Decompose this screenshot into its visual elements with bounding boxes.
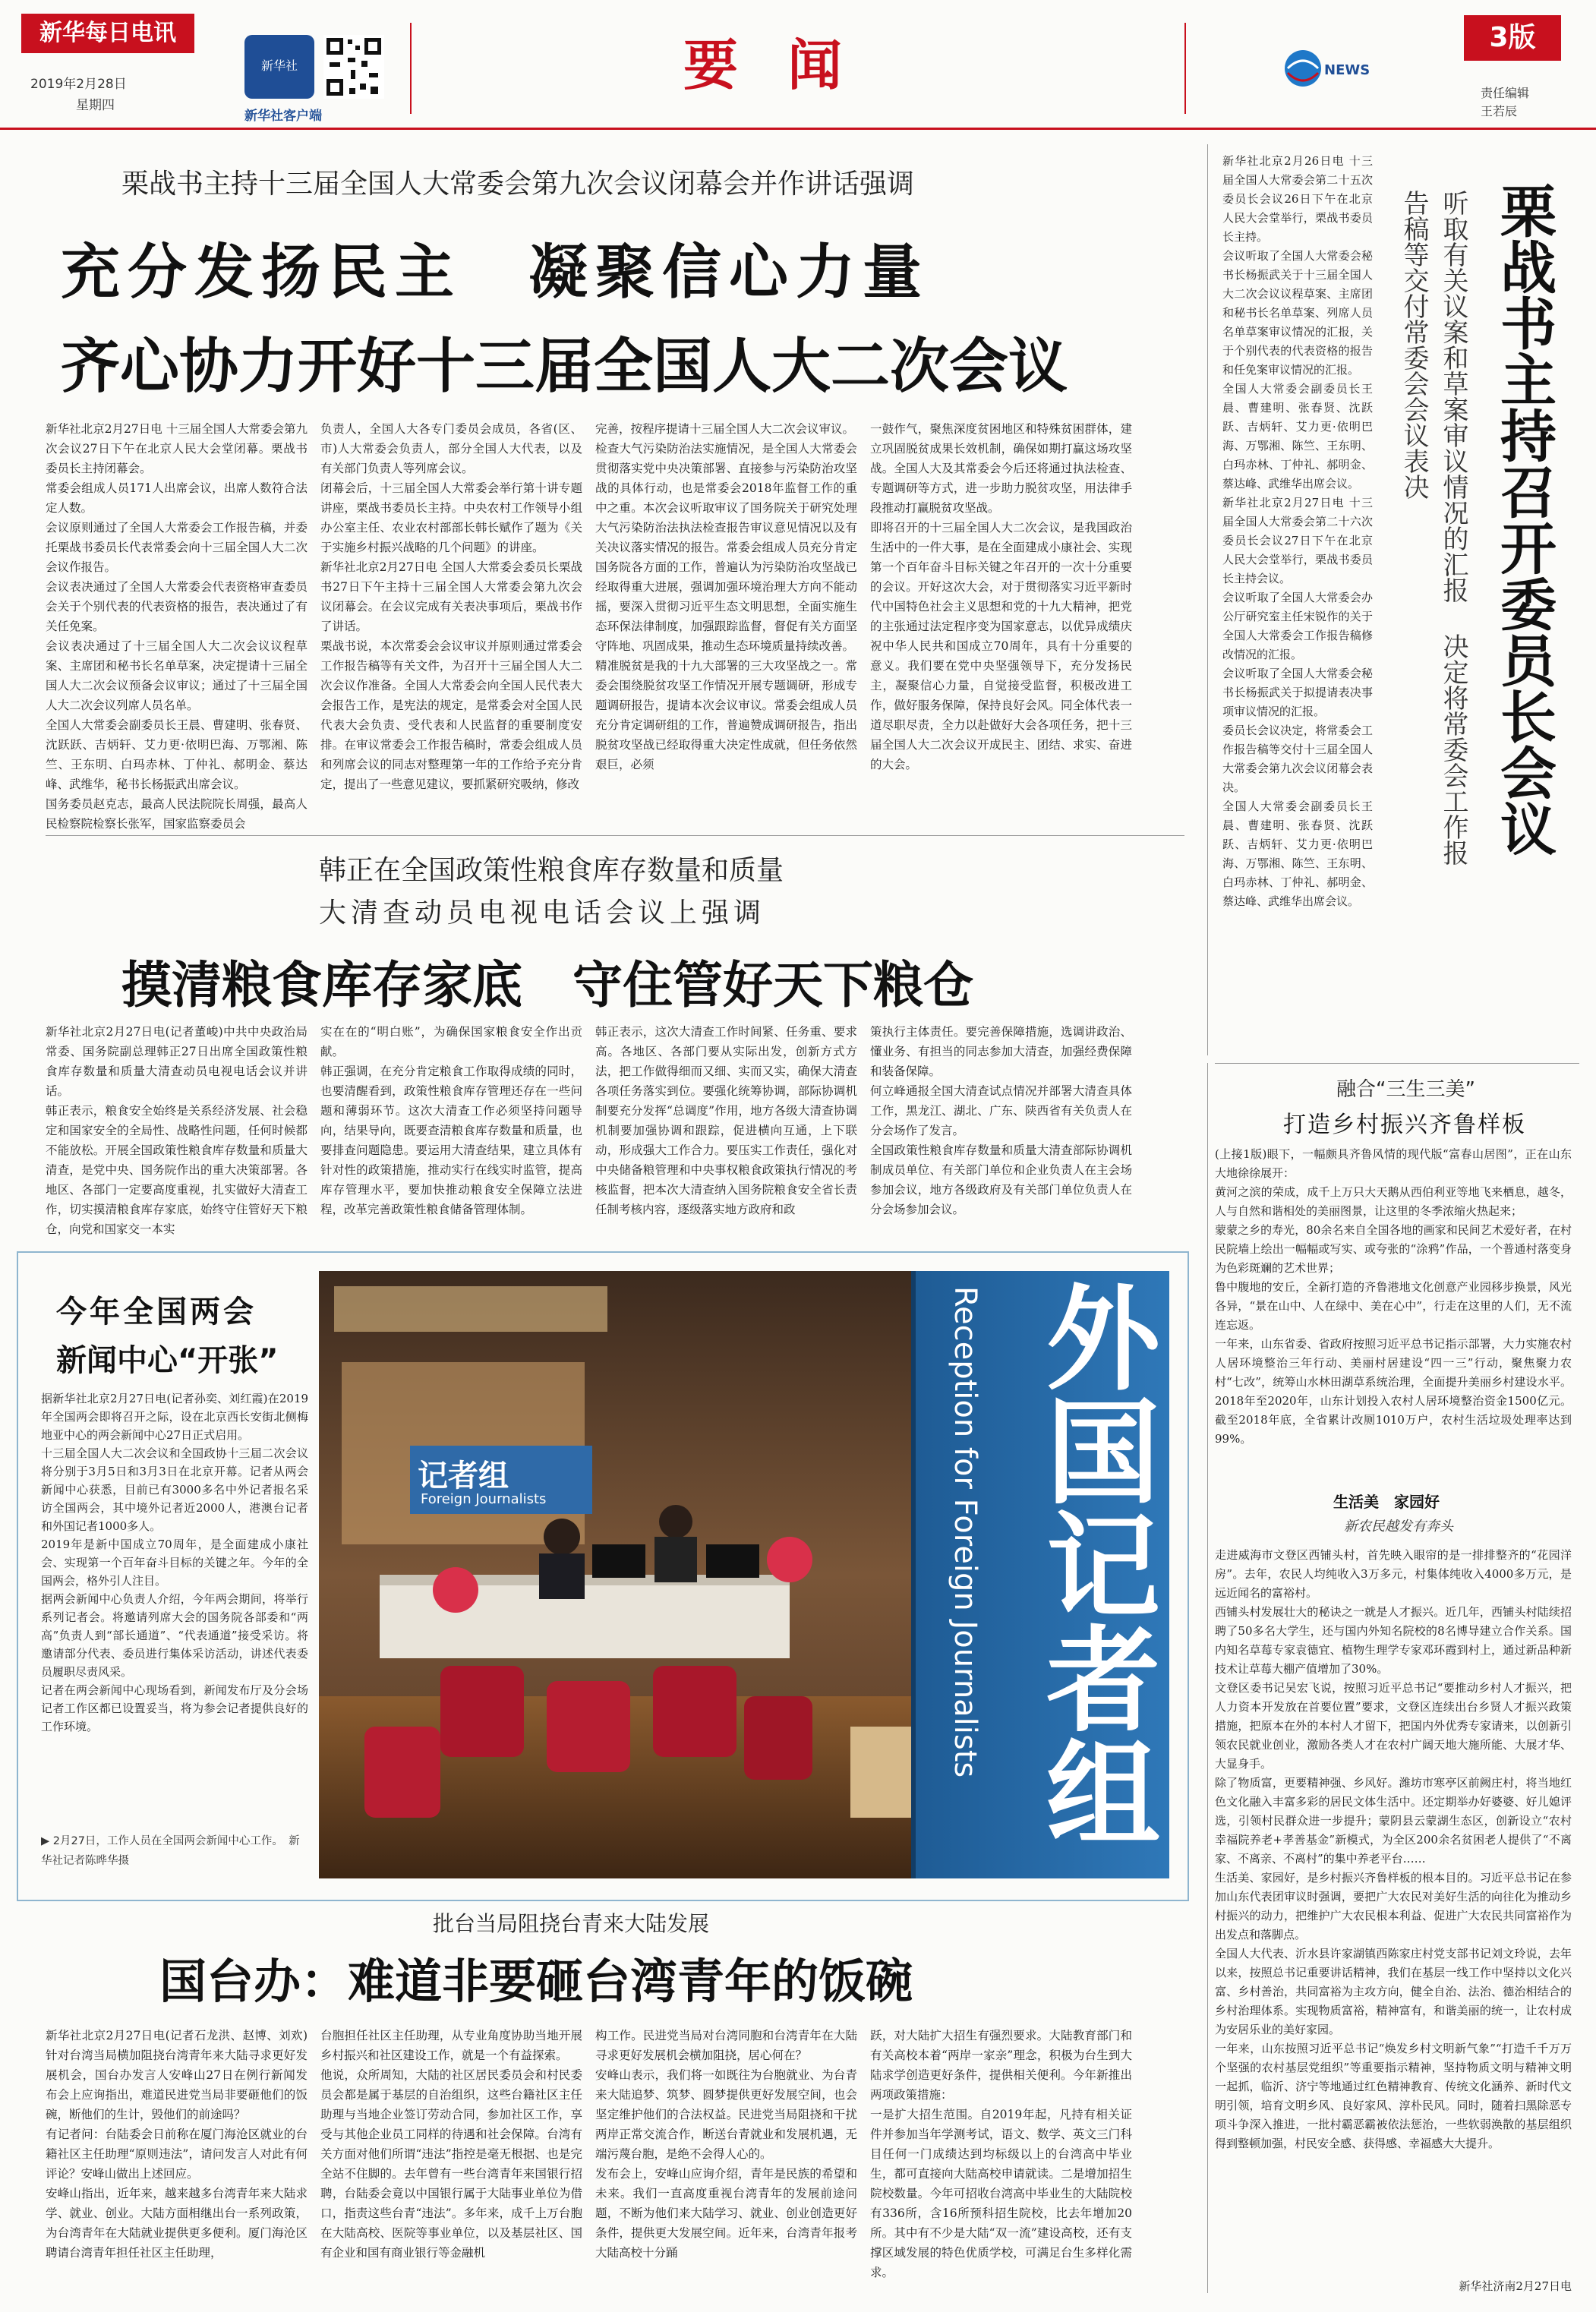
lead-headline-2: 齐心协力开好十三届全国人大二次会议: [61, 333, 1068, 401]
grain-body-col-1: 新华社北京2月27日电(记者董峻)中共中央政治局常委、国务院副总理韩正27日出席全国政策性粮食库存数量和质量大清查动员电视电话会议并讲话。 韩正表示，粮食安全始终是关系经济发展、社会稳定和国家安全的全局性、战略性问题，任何时候都不能放松。开展全国政策性粮食库存数量和质量大清查，是党中央、国务院作出的重大决策部署。各地区、各部门一定要高度重视，扎实做好大清查工作，切实摸清粮食库存家底，始终守住管好天下粮仓，向党和国家交一本实: [46, 1025, 308, 1236]
rural-subhead: 生活美 家园好: [1333, 1493, 1440, 1511]
right-story-subheadline: 听取有关议案和草案审议情况的汇报 决定将常委会工作报告稿等交付常委会会议表决: [1399, 190, 1468, 866]
lead-body-col-4: 一鼓作气，聚焦深度贫困地区和特殊贫困群体，建立巩固脱贫成果长效机制，确保如期打赢这场攻坚战。全国人大及其常委会今后还将通过执法检查、专题调研等方式，进一步助力脱贫攻坚，用法律手段推动打赢脱贫攻坚战。 即将召开的十三届全国人大二次会议，是我国政治生活中的一件大事，是在全面建成小康社会、实现第一个百年奋斗目标关键之年召开的一次十分重要的会议。开好这次大会，对于贯彻落实习近平新时代中国特色社会主义思想和党的十九大精神，把党的主张通过法定程序变为国家意志，以优异成绩庆祝中华人民共和国成立70周年，具有十分重要的意义。我们要在党中央坚强领导下，充分发扬民主，凝聚信心力量，自觉接受监督，积极改进工作，做好服务保障，保持良好会风。同全体代表一道尽职尽责，全力以赴做好大会各项任务，把十三届全国人大二次会议开成民主、团结、求实、奋进的大会。: [870, 422, 1132, 771]
divider-lead-grain: [46, 835, 1184, 836]
divider-rural-left: [1207, 1063, 1208, 2293]
lead-body-col-3: 完善，按程序提请十三届全国人大二次会议审议。 检查大气污染防治法实施情况，是全国人大常委会贯彻落实党中央决策部署、直接参与污染防治攻坚战的具体行动，也是常委会2018年监督工作的重中之重。本次会议听取审议了国务院关于研究处理大气污染防治法执法检查报告审议意见情况以及有关决议落实情况的报告。常委会组成人员充分肯定国务院各方面的工作，普遍认为污染防治攻坚战已经取得重大进展，强调加强环境治理大方向不能动摇，要深入贯彻习近平生态文明思想，全面实施生态环保法律制度，加强跟踪监督，督促有关方面坚守阵地、巩固成果，推动生态环境质量持续改善。 精准脱贫是我的十九大部署的三大攻坚战之一。常委会围绕脱贫攻坚工作情况开展专题调研，形成专题调研报告，提请本次会议审议。常委会组成人员充分肯定调研组的工作，普遍赞成调研报告，指出脱贫攻坚战已经取得重大决定性成就，但任务依然艰巨，必须: [595, 422, 857, 771]
client-label: 新华社客户端: [244, 109, 322, 124]
taiwan-body-col-1: 新华社北京2月27日电(记者石龙洪、赵博、刘欢)针对台湾当局横加阻挠台湾青年来大陆寻求更好发展机会，国台办发言人安峰山27日在例行新闻发布会上应询指出，难道民进党当局非要砸他们的饭碗，断他们的生计，毁他们的前途吗？ 有记者问：台陆委会日前称在厦门海沧区就业的台籍社区主任助理“原则违法”，请问发言人对此有何评论？安峰山做出上述回应。 安峰山指出，近年来，越来越多台湾青年来大陆求学、就业、创业。大陆方面相继出台一系列政策，为台湾青年在大陆就业提供更多便利。厦门海沧区聘请台湾青年担任社区主任助理，: [46, 2029, 308, 2260]
rural-kicker: 融合“三生三美”: [1336, 1078, 1475, 1101]
press-caption: ▶ 2月27日，工作人员在全国两会新闻中心工作。 新华社记者陈晔华摄: [41, 1835, 300, 1867]
grain-headline: 摸清粮食库存家底 守住管好天下粮仓: [121, 956, 973, 1014]
taiwan-body-col-4: 跃，对大陆扩大招生有强烈要求。大陆教育部门和有关高校本着“两岸一家亲”理念，积极为台生到大陆求学创造更好条件，提供相关便利。今年新推出两项政策措施： 一是扩大招生范围。自2019年起，凡持有相关证件并参加当年学测考试，语文、数学、英文三门科目任何一门成绩达到均标级以上的台湾高中毕业生，都可直接向大陆高校申请就读。二是增加招生院校数量。今年可招收台湾高中毕业生的大陆院校有336所，含16所预科招生院校，比去年增加20所。其中有不少是大陆“双一流”建设高校，还有支撑区域发展的特色优质学校，可满足台生多样化需求。: [870, 2029, 1132, 2279]
news-logo-text: NEWS: [1324, 62, 1370, 78]
photo-sign-small-cn: 记者组: [418, 1459, 509, 1493]
taiwan-kicker: 批台当局阻挠台青来大陆发展: [433, 1911, 710, 1936]
lead-body-col-2: 负责人，全国人大各专门委员会成员，各省(区、市)人大常委会负责人，部分全国人大代表，以及有关部门负责人等列席会议。 闭幕会后，十三届全国人大常委会举行第十讲专题讲座，栗战书委员长主持。中央农村工作领导小组办公室主任、农业农村部部长韩长赋作了题为《关于实施乡村振兴战略的几个问题》的讲座。 新华社北京2月27日电 全国人大常委会委员长栗战书27日下午主持十三届全国人大常委会第九次会议闭幕会。在会议完成有关表决事项后，栗战书作了讲话。 栗战书说，本次常委会会议审议并原则通过常委会工作报告稿等有关文件，为召开十三届全国人大二次会议作准备。全国人大常委会向全国人民代表大会报告工作，是宪法的规定，是常委会对全国人民代表大会负责、受代表和人民监督的重要制度安排。在审议常委会工作报告稿时，常委会组成人员和列席会议的同志对整理第一年的工作给予充分肯定，提出了一些意见建议，要抓紧研究吸纳，修改: [320, 422, 582, 791]
grain-body-col-2: 实在在的“明白账”，为确保国家粮食安全作出贡献。 韩正强调，在充分肯定粮食工作取得成绩的同时，也要清醒看到，政策性粮食库存管理还存在一些问题和薄弱环节。这次大清查工作必须坚持问题导向，结果导向，既要查清粮食库存数量和质量，也要排查问题隐患。要运用大清查结果，建立具体有针对性的政策措施，推动实行在线实时监管，提高库存管理水平，要加快推动粮食安全保障立法进程，改革完善政策性粮食储备管理体制。: [320, 1025, 582, 1216]
editor-name: 王若辰: [1481, 104, 1518, 118]
grain-body-col-3: 韩正表示，这次大清查工作时间紧、任务重、要求高。各地区、各部门要从实际出发，创新方式方法，把工作做得细而又细、实而又实，确保大清查各项任务落实到位。要强化统筹协调，部际协调机制要充分发挥“总调度”作用，地方各级大清查协调机制要加强协调和跟踪，促进横向互通，上下联动，形成强大工作合力。要压实工作责任，强化对中央储备粮管理和中央事权粮食政策执行情况的考核监督，把本次大清查纳入国务院粮食安全省长责任制考核内容，逐级落实地方政府和政: [595, 1025, 857, 1216]
masthead-divider-left: [410, 23, 412, 114]
photo-sign-small-en: Foreign Journalists: [421, 1491, 547, 1507]
press-photo: [319, 1271, 1169, 1878]
lead-kicker: 栗战书主持十三届全国人大常委会第九次会议闭幕会并作讲话强调: [121, 169, 915, 200]
press-body: 据新华社北京2月27日电(记者孙奕、刘红霞)在2019年全国两会即将召开之际，设在北京西长安街北侧梅地亚中心的两会新闻中心27日正式启用。 十三届全国人大二次会议和全国政协十三届二次会议将分别于3月5日和3月3日在北京开幕。记者从两会新闻中心获悉，目前已有3000多名中外记者报名采访全国两会，其中境外记者近2000人，港澳台记者和外国记者1000多人。 2019年是新中国成立70周年，是全面建成小康社会、实现第一个百年奋斗目标的关键之年。今年的全国两会，格外引人注目。 据两会新闻中心负责人介绍，今年两会期间，将举行系列记者会。将邀请列席大会的国务院各部委和“两高”负责人到“部长通道”、“代表通道”接受采访。将邀请部分代表、委员进行集体采访活动，讲述代表委员履职尽责风采。 记者在两会新闻中心现场看到，新闻发布厅及分会场记者工作区都已设置妥当，将为参会记者提供良好的工作环境。: [41, 1392, 308, 1733]
press-headline-2: 新闻中心“开张”: [56, 1343, 279, 1378]
rural-headline: 打造乡村振兴齐鲁样板: [1283, 1112, 1526, 1138]
taiwan-body-col-3: 构工作。民进党当局对台湾同胞和台湾青年在大陆寻求更好发展机会横加阻挠，居心何在？ 安峰山表示，我们将一如既往为台胞就业、为台青来大陆追梦、筑梦、圆梦提供更好发展空间，也会坚定维护他们的合法权益。民进党当局阻挠和干扰两岸正常交流合作，断送台青就业和发展机遇，无端污蔑台胞，是绝不会得人心的。 发布会上，安峰山应询介绍，青年是民族的希望和未来。我们一直高度重视台湾青年的发展前途问题，不断为他们来大陆学习、就业、创业创造更好条件，提供更大发展空间。近年来，台湾青年报考大陆高校十分踊: [595, 2029, 857, 2260]
paper-name: 新华每日电讯: [39, 20, 176, 46]
masthead-rule: [0, 128, 1596, 130]
taiwan-body-col-2: 台胞担任社区主任助理，从专业角度协助当地开展乡村振兴和社区建设工作，就是一个有益探索。 他说，众所周知，大陆的社区居民委员会和村民委员会都是属于基层的自治组织，这些台籍社区主任助理与当地企业签订劳动合同，参加社区工作，享受与其他企业员工同样的待遇和社会保障。台湾有关方面对他们所谓“违法”指控是毫无根据、也是完全站不住脚的。去年曾有一些台湾青年来国银行招聘，台陆委会竟以中国银行属于大陆事业单位为借口，指责这些台青“违法”。多年来，成千上万台胞在大陆高校、医院等事业单位，以及基层社区、国有企业和国有商业银行等金融机: [320, 2029, 582, 2260]
lead-body-col-1: 新华社北京2月27日电 十三届全国人大常委会第九次会议27日下午在北京人民大会堂闭幕。栗战书委员长主持闭幕会。 常委会组成人员171人出席会议，出席人数符合法定人数。 会议原则通过了全国人大常委会工作报告稿，并委托栗战书委员长代表常委会向十三届全国人大二次会议作报告。 会议表决通过了全国人大常委会代表资格审查委员会关于个别代表的代表资格的报告，表决通过了有关任免案。 会议表决通过了十三届全国人大二次会议议程草案、主席团和秘书长名单草案，决定提请十三届全国人大二次会议预备会议审议；通过了十三届全国人大二次会议列席人员名单。 全国人大常委会副委员长王晨、曹建明、张春贤、沈跃跃、吉炳轩、艾力更·依明巴海、万鄂湘、陈竺、王东明、白玛赤林、丁仲礼、郝明金、蔡达峰、武维华，秘书长杨振武出席会议。 国务委员赵克志，最高人民法院院长周强，最高人民检察院检察长张军，国家监察委员会: [46, 422, 308, 831]
masthead-divider-right: [1184, 23, 1186, 114]
taiwan-headline: 国台办：难道非要砸台湾青年的饭碗: [159, 1954, 913, 2009]
photo-sign-en: Reception for Foreign Journalists: [948, 1286, 983, 1778]
page-number-badge: [1464, 15, 1561, 61]
right-story-body: 新华社北京2月26日电 十三届全国人大常委会第二十五次委员长会议26日下午在北京人民大会堂举行，栗战书委员长主持。 会议听取了全国人大常委会秘书长杨振武关于十三届全国人大二次会议议程草案、主席团和秘书长名单草案、列席人员名单草案审议情况的汇报，关于个别代表的代表资格的报告和任免案审议情况的汇报。 全国人大常委会副委员长王晨、曹建明、张春贤、沈跃跃、吉炳轩、艾力更·依明巴海、万鄂湘、陈竺、王东明、白玛赤林、丁仲礼、郝明金、蔡达峰、武维华出席会议。 新华社北京2月27日电 十三届全国人大常委会第二十六次委员长会议27日下午在北京人民大会堂举行，栗战书委员长主持会议。 会议听取了全国人大常委会办公厅研究室主任宋锐作的关于全国人大常委会工作报告稿修改情况的汇报。 会议听取了全国人大常委会秘书长杨振武关于拟提请表决事项审议情况的汇报。 委员长会议决定，将常委会工作报告稿等交付十三届全国人大常委会第九次会议闭幕会表决。 全国人大常委会副委员长王晨、曹建明、张春贤、沈跃跃、吉炳轩、艾力更·依明巴海、万鄂湘、陈竺、王东明、白玛赤林、丁仲礼、郝明金、蔡达峰、武维华出席会议。: [1222, 154, 1373, 908]
rural-body-2: 走进威海市文登区西铺头村，首先映入眼帘的是一排排整齐的“花园洋房”。去年，农民人均纯收入3万多元，村集体纯收入4000多万元，是远近闻名的富裕村。 西铺头村发展壮大的秘诀之一就是人才振兴。近几年，西铺头村陆续招聘了50多名大学生，还与国内外知名院校的8名博导建立合作关系。国内知名草莓专家袁德宜、植物生理学专家邓环霞到村上，通过新品种新技术让草莓大棚产值增加了30%。 文登区委书记吴宏飞说，按照习近平总书记“要推动乡村人才振兴，把人力资本开发放在首要位置”要求，文登区连续出台乡贤人才振兴政策措施，把原本在外的本村人才留下，把国内外优秀专家请来，以创新引领农民就业创业，激励各类人才在农村广阔天地大施所能、大展才华、大显身手。 除了物质富，更要精神强、乡风好。潍坊市寒亭区前阙庄村，将当地红色文化融入丰富多彩的居民文体生活中。还定期举办好婆婆、好儿媳评选，引领村民群众进一步提升；蒙阴县云蒙湖生态区，创新设立“农村幸福院养老+孝善基金”新模式，为全区200余名贫困老人提供了“不离家、不离亲、不离村”的集中养老平台…… 生活美、家园好，是乡村振兴齐鲁样板的根本目的。习近平总书记在参加山东代表团审议时强调，要把广大农民对美好生活的向往化为推动乡村振兴的动力，把维护广大农民根本利益、促进广大农民共同富裕作为出发点和落脚点。 全国人大代表、沂水县许家湖镇西陈家庄村党支部书记刘文玲说，去年以来，按照总书记重要讲话精神，我们在基层一线工作中坚持以文化兴富、乡村善治，共同富裕为主攻方向，健全自治、法治、德治相结合的乡村治理体系。实现物质富裕，精神富有，和谐美丽的统一，让农村成为安居乐业的美好家园。 一年来，山东按照习近平总书记“焕发乡村文明新气象”“打造千千万万个坚强的农村基层党组织”等重要指示精神，坚持物质文明与精神文明一起抓，临沂、济宁等地通过红色精神教育、传统文化涵养、新时代文明引领，培育文明乡风、良好家风、淳朴民风。同时，随着扫黑除恶专项斗争深入推进，一批村霸恶霸被依法惩治，一些软弱涣散的基层组织得到整顿加强，村民安全感、获得感、幸福感大大提升。: [1215, 1548, 1572, 2150]
grain-kicker-2: 大清查动员电视电话会议上强调: [319, 897, 766, 929]
divider-main-right: [1207, 144, 1208, 1055]
rural-subhead-2: 新农民越发有奔头: [1344, 1519, 1453, 1534]
photo-sign-cn: 外国记者组: [1027, 1279, 1160, 1848]
right-story-headline: 栗战书主持召开委员长会议: [1491, 182, 1557, 856]
news-globe-icon: [1283, 46, 1374, 91]
issue-date: 2019年2月28日: [30, 77, 127, 92]
qr-code-icon[interactable]: [323, 35, 384, 99]
lead-headline-1: 充分发扬民主 凝聚信心力量: [61, 238, 930, 307]
rural-body-1: (上接1版)眼下，一幅颇具齐鲁风情的现代版“富春山居图”，正在山东大地徐徐展开： 黄河之滨的荣成，成千上万只大天鹅从西伯利亚等地飞来栖息，越冬，人与自然和谐相处的美丽图景，让这里的冬季浓缩火热起来； 蒙蒙之乡的寿光，80余名来自全国各地的画家和民间艺术爱好者，在村民院墙上绘出一幅幅或写实、或夸张的“涂鸦”作品，一个普通村落变身为色彩斑斓的艺术世界； 鲁中腹地的安丘，全新打造的齐鲁港地文化创意产业园移步换景，风光各异，“景在山中、人在绿中、美在心中”，行走在这里的人们，无不流连忘返。 一年来，山东省委、省政府按照习近平总书记指示部署，大力实施农村人居环境整治三年行动、美丽村居建设“四一三”行动，聚焦聚力农村“七改”，统筹山水林田湖草系统治理，全面提升美丽乡村建设水平。2018年至2020年，山东计划投入农村人居环境整治资金1500亿元。截至2018年底，全省累计改厕1010万户，农村生活垃圾处理率达到99%。: [1215, 1147, 1572, 1446]
rural-dateline: 新华社济南2月27日电: [1459, 2279, 1572, 2293]
app-logo-text: 新华社: [260, 58, 298, 73]
xinhua-app-icon[interactable]: [244, 35, 314, 99]
page-number: 3版: [1489, 22, 1536, 53]
grain-kicker-1: 韩正在全国政策性粮食库存数量和质量: [319, 855, 784, 886]
divider-right-rural: [1215, 1063, 1579, 1064]
grain-body-col-4: 策执行主体责任。要完善保障措施，选调讲政治、懂业务、有担当的同志参加大清查，加强经费保障和装备保障。 何立峰通报全国大清查试点情况并部署大清查具体工作，黑龙江、湖北、广东、陕西省有关负责人在分会场作了发言。 全国政策性粮食库存数量和质量大清查部际协调机制成员单位、有关部门单位和企业负责人在主会场参加会议，地方各级政府及有关部门单位负责人在分会场参加会议。: [870, 1025, 1132, 1216]
issue-weekday: 星期四: [76, 98, 115, 113]
press-headline-1: 今年全国两会: [56, 1295, 257, 1329]
press-center-box: [17, 1251, 1189, 1901]
editor-role: 责任编辑: [1481, 86, 1530, 100]
section-title: 要 闻: [683, 33, 858, 97]
news-logo: [1283, 46, 1374, 91]
paper-name-badge: [21, 14, 194, 53]
masthead: [0, 0, 1596, 129]
